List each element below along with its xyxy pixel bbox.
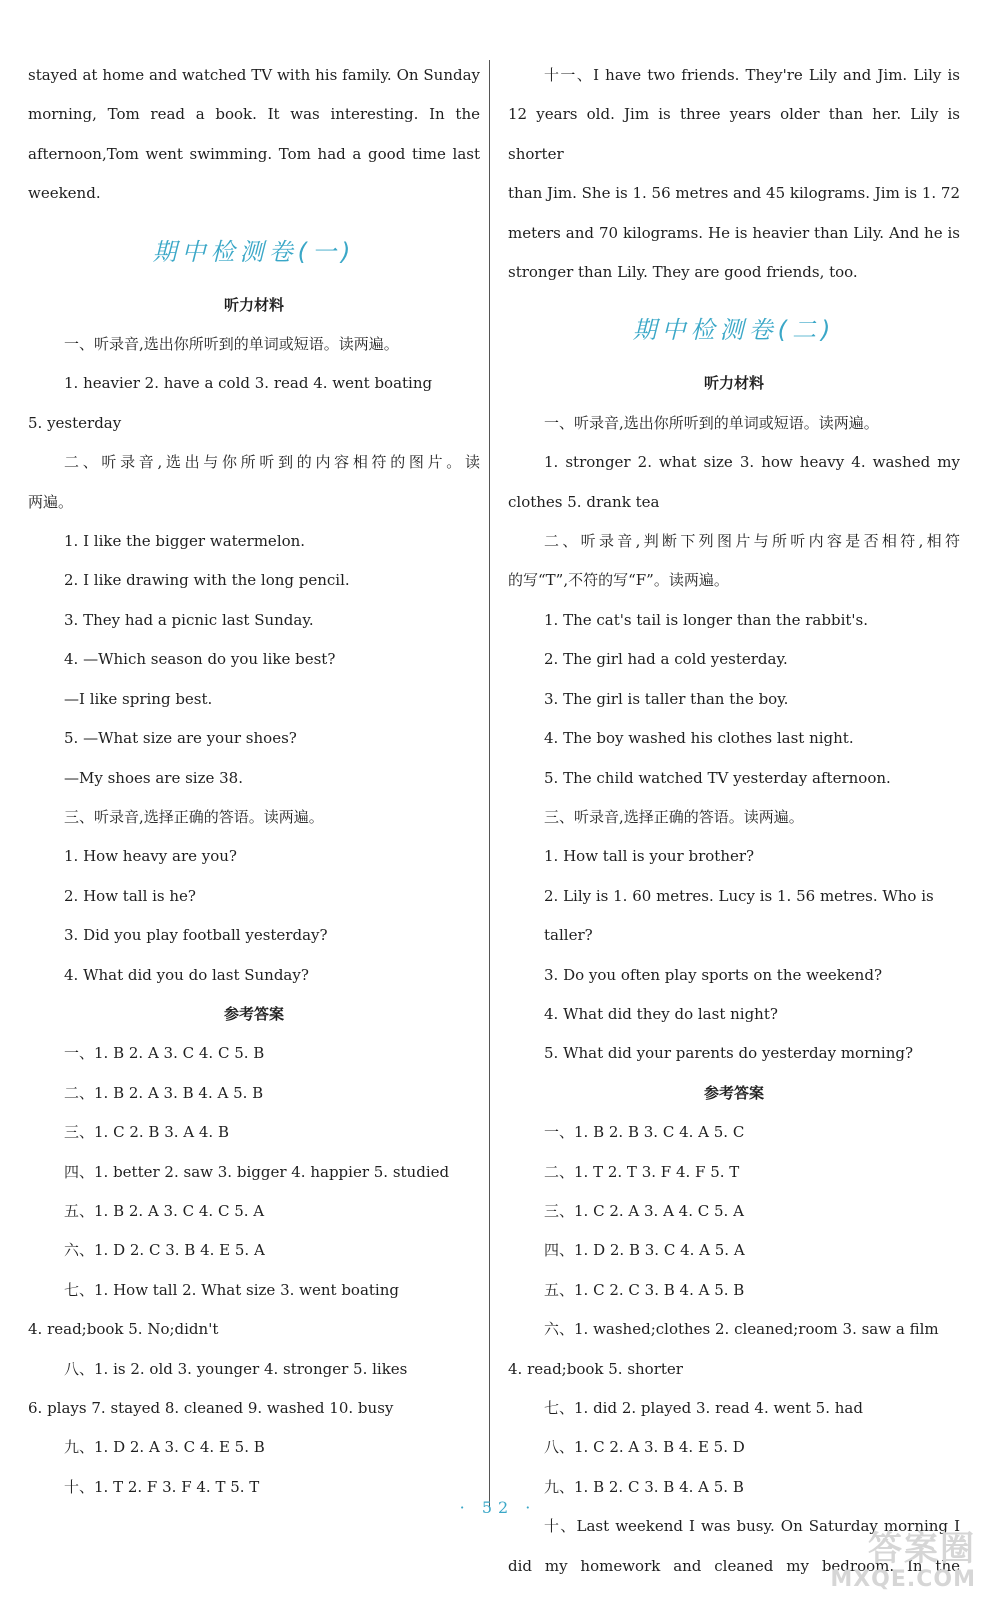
right-line: clothes 5. drank tea	[508, 492, 660, 511]
left-line: 参考答案	[223, 1004, 284, 1023]
left-line: morning, Tom read a book. It was interesting. In the	[28, 105, 480, 124]
right-line: 1. The cat's tail is longer than the rabbit's.	[544, 610, 868, 629]
right-line: 4. What did they do last night?	[544, 1004, 778, 1023]
right-line: 5. The child watched TV yesterday afternoon.	[544, 768, 891, 787]
left-line: 4. read;book 5. No;didn't	[28, 1320, 219, 1339]
right-line: 四、1. D 2. B 3. C 4. A 5. A	[544, 1241, 745, 1260]
left-line: 六、1. D 2. C 3. B 4. E 5. A	[64, 1241, 265, 1260]
right-line: meters and 70 kilograms. He is heavier than Lily. And he is	[508, 223, 960, 242]
right-line: did my homework and cleaned my bedroom. In the	[508, 1556, 960, 1575]
left-line: 二、听录音,选出与你所听到的内容相符的图片。读	[64, 453, 480, 472]
right-line: 七、1. did 2. played 3. read 4. went 5. had	[544, 1399, 863, 1417]
left-line: 5. yesterday	[28, 413, 122, 432]
watermark-text-top: 答案圈	[868, 1529, 976, 1569]
left-line: 1. How heavy are you?	[64, 847, 237, 866]
right-line: 听力材料	[703, 374, 764, 393]
left-line: 十、1. T 2. F 3. F 4. T 5. T	[64, 1477, 260, 1496]
right-line: 五、1. C 2. C 3. B 4. A 5. B	[544, 1280, 745, 1299]
right-line: 1. stronger 2. what size 3. how heavy 4. washed my	[544, 453, 960, 472]
left-line: 七、1. How tall 2. What size 3. went boating	[64, 1280, 399, 1299]
right-line: stronger than Lily. They are good friends, too.	[508, 263, 858, 282]
left-line: 2. How tall is he?	[64, 886, 196, 905]
left-line: 5. —What size are your shoes?	[64, 729, 297, 748]
right-line: 3. The girl is taller than the boy.	[544, 689, 789, 708]
left-line: 五、1. B 2. A 3. C 4. C 5. A	[64, 1201, 265, 1220]
left-line: 九、1. D 2. A 3. C 4. E 5. B	[64, 1438, 265, 1457]
right-line: 二、听录音,判断下列图片与所听内容是否相符,相符	[544, 532, 960, 551]
left-column	[28, 56, 480, 1507]
left-line: 三、1. C 2. B 3. A 4. B	[64, 1123, 229, 1142]
watermark-text-bottom: MXQE.COM	[830, 1567, 976, 1592]
right-line: 4. read;book 5. shorter	[508, 1359, 683, 1378]
left-line: 听力材料	[223, 295, 284, 314]
left-line: 一、1. B 2. A 3. C 4. C 5. B	[64, 1044, 265, 1063]
right-line: 十、Last weekend I was busy. On Saturday morning I	[544, 1517, 960, 1536]
left-line: 3. Did you play football yesterday?	[64, 926, 328, 945]
left-line: weekend.	[28, 184, 101, 203]
right-column	[508, 56, 960, 1586]
left-line: afternoon,Tom went swimming. Tom had a good time last	[28, 144, 480, 163]
right-line: 九、1. B 2. C 3. B 4. A 5. B	[544, 1477, 744, 1496]
right-line: 六、1. washed;clothes 2. cleaned;room 3. saw a film	[544, 1320, 939, 1339]
right-line: 5. What did your parents do yesterday morning?	[544, 1044, 914, 1063]
right-line: 1. How tall is your brother?	[544, 847, 755, 866]
left-line: 6. plays 7. stayed 8. cleaned 9. washed 10. busy	[28, 1399, 394, 1417]
left-line: 4. What did you do last Sunday?	[64, 965, 309, 984]
left-line: 4. —Which season do you like best?	[64, 650, 336, 669]
right-line: 三、听录音,选择正确的答语。读两遍。	[544, 807, 804, 826]
right-line: 一、听录音,选出你所听到的单词或短语。读两遍。	[544, 413, 879, 432]
right-line: 期中检测卷(二)	[632, 316, 836, 345]
left-line: 2. I like drawing with the long pencil.	[64, 571, 350, 590]
right-line: 4. The boy washed his clothes last night.	[544, 729, 854, 748]
left-line: 四、1. better 2. saw 3. bigger 4. happier 5. studied	[64, 1162, 450, 1181]
right-line: 2. Lily is 1. 60 metres. Lucy is 1. 56 metres. Who is taller?	[544, 886, 934, 945]
left-line: 三、听录音,选择正确的答语。读两遍。	[64, 807, 324, 826]
right-line: 3. Do you often play sports on the weekend?	[544, 965, 882, 984]
right-line: 参考答案	[703, 1083, 764, 1102]
right-line: 三、1. C 2. A 3. A 4. C 5. A	[544, 1201, 744, 1220]
left-line: 一、听录音,选出你所听到的单词或短语。读两遍。	[64, 335, 399, 354]
left-line: —My shoes are size 38.	[64, 768, 243, 787]
left-line: 1. I like the bigger watermelon.	[64, 532, 306, 551]
column-divider	[489, 60, 490, 1508]
left-line: stayed at home and watched TV with his family. On Sunday	[28, 66, 480, 84]
watermark-logo	[756, 1530, 976, 1594]
right-line: 一、1. B 2. B 3. C 4. A 5. C	[544, 1123, 745, 1142]
left-line: —I like spring best.	[64, 689, 213, 708]
left-line: 八、1. is 2. old 3. younger 4. stronger 5. likes	[64, 1359, 408, 1378]
right-line: 十一、I have two friends. They're Lily and Jim. Lily is	[544, 66, 960, 84]
left-line: 3. They had a picnic last Sunday.	[64, 610, 314, 629]
left-line: 1. heavier 2. have a cold 3. read 4. went boating	[64, 374, 433, 393]
right-line: 2. The girl had a cold yesterday.	[544, 650, 788, 669]
left-line: 二、1. B 2. A 3. B 4. A 5. B	[64, 1083, 264, 1102]
right-line: 二、1. T 2. T 3. F 4. F 5. T	[544, 1162, 740, 1181]
right-line: 八、1. C 2. A 3. B 4. E 5. D	[544, 1438, 745, 1457]
right-line: 12 years old. Jim is three years older than her. Lily is shorter	[508, 105, 960, 163]
left-line: 期中检测卷(一)	[152, 237, 356, 266]
page-number: · 52 ·	[459, 1498, 537, 1517]
right-line: than Jim. She is 1. 56 metres and 45 kilograms. Jim is 1. 72	[508, 184, 960, 203]
right-line: 的写“T”,不符的写“F”。读两遍。	[508, 571, 729, 590]
left-line: 两遍。	[28, 492, 74, 511]
